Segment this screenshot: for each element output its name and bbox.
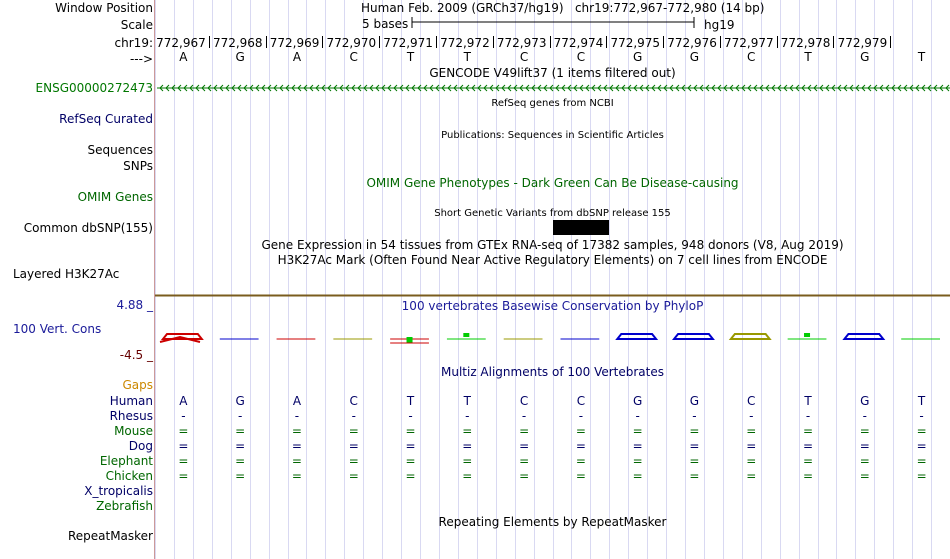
- alignment-base: T: [804, 394, 812, 408]
- coordinate-tick-label: 772,968: [212, 36, 263, 50]
- alignment-base: -: [521, 409, 527, 423]
- dbsnp-variant[interactable]: [553, 220, 609, 235]
- alignment-base: =: [291, 424, 302, 438]
- alignment-base: =: [746, 469, 757, 483]
- refseq-track-title[interactable]: RefSeq genes from NCBI: [491, 98, 614, 109]
- alignment-base: =: [803, 454, 814, 468]
- alignment-base: =: [178, 439, 189, 453]
- alignment-base: =: [689, 469, 700, 483]
- layered-h3k27ac-label[interactable]: Layered H3K27Ac: [13, 267, 120, 281]
- dbsnp-track-title[interactable]: Short Genetic Variants from dbSNP release 155: [434, 208, 671, 219]
- alignment-base: -: [408, 409, 413, 423]
- alignment-base: =: [689, 424, 700, 438]
- alignment-base: =: [575, 454, 586, 468]
- coordinate-tick-label: 772,978: [780, 36, 831, 50]
- species-label[interactable]: Elephant: [99, 454, 153, 468]
- alignment-base: =: [575, 469, 586, 483]
- alignment-base: =: [405, 454, 416, 468]
- coordinate-tick-label: 772,967: [156, 36, 206, 50]
- scale-bar-text: 5 bases: [362, 17, 409, 31]
- species-label[interactable]: Dog: [128, 439, 153, 453]
- multiz-track-title[interactable]: Multiz Alignments of 100 Vertebrates: [440, 365, 665, 379]
- alignment-base: =: [632, 469, 643, 483]
- alignment-base: =: [462, 424, 473, 438]
- alignment-base: =: [235, 439, 246, 453]
- snps-label[interactable]: SNPs: [123, 159, 153, 173]
- alignment-base: =: [348, 439, 359, 453]
- alignment-base: G: [235, 394, 245, 408]
- repeatmasker-label[interactable]: RepeatMasker: [67, 529, 153, 543]
- reference-base: C: [747, 50, 756, 64]
- conservation-mark: [617, 334, 656, 339]
- coordinate-tick-label: 772,977: [724, 36, 774, 50]
- alignment-base: G: [860, 394, 870, 408]
- conservation-mark: [731, 334, 770, 339]
- alignment-base: =: [803, 424, 814, 438]
- phylop-min-value: -4.5 _: [119, 348, 153, 362]
- alignment-base: T: [463, 394, 471, 408]
- alignment-base: G: [689, 394, 700, 408]
- alignment-base: =: [916, 454, 927, 468]
- conservation-mark: [674, 334, 713, 339]
- phylop-max-value: 4.88 _: [116, 298, 153, 312]
- coordinate-tick-label: 772,970: [326, 36, 377, 50]
- coordinate-tick-label: 772,976: [667, 36, 717, 50]
- alignment-base: =: [348, 424, 359, 438]
- alignment-base: =: [859, 469, 870, 483]
- publications-track-title[interactable]: Publications: Sequences in Scientific Articles: [441, 130, 664, 141]
- conservation-mark: [463, 333, 469, 337]
- alignment-base: =: [575, 439, 586, 453]
- strand-label: --->: [129, 52, 153, 66]
- alignment-base: -: [862, 409, 867, 423]
- reference-base: G: [235, 50, 245, 64]
- alignment-base: C: [747, 394, 756, 408]
- alignment-base: =: [803, 469, 814, 483]
- coordinate-tick-label: 772,974: [553, 36, 604, 50]
- alignment-base: =: [405, 424, 416, 438]
- alignment-base: =: [916, 424, 927, 438]
- gtex-track-title[interactable]: Gene Expression in 54 tissues from GTEx RNA-seq of 17382 samples, 948 donors (V8, Aug 2019): [261, 238, 844, 252]
- gencode-item-label[interactable]: ENSG00000272473: [35, 81, 153, 95]
- coordinate-tick-label: 772,973: [496, 36, 547, 50]
- coordinate-tick-label: 772,972: [440, 36, 490, 50]
- species-label[interactable]: Human: [109, 394, 153, 408]
- alignment-base: =: [632, 454, 643, 468]
- coordinate-tick-label: 772,975: [610, 36, 661, 50]
- alignment-base: C: [576, 394, 586, 408]
- alignment-base: =: [235, 469, 246, 483]
- reference-base: T: [804, 50, 812, 64]
- reference-base: C: [519, 50, 529, 64]
- reference-base: A: [292, 50, 302, 64]
- species-label[interactable]: X_tropicalis: [84, 484, 153, 498]
- window-position-text: Human Feb. 2009 (GRCh37/hg19) chr19:772,967-772,980 (14 bp): [361, 1, 765, 15]
- alignment-base: =: [632, 439, 643, 453]
- alignment-base: -: [351, 409, 356, 423]
- alignment-base: =: [178, 469, 189, 483]
- chromosome-label: chr19:: [114, 36, 153, 50]
- alignment-base: G: [633, 394, 643, 408]
- scale-label: Scale: [120, 18, 153, 32]
- window-position-label: Window Position: [55, 1, 153, 15]
- alignment-base: =: [519, 469, 530, 483]
- coordinate-tick-label: 772,969: [269, 36, 320, 50]
- alignment-base: T: [406, 394, 415, 408]
- reference-base: T: [917, 50, 926, 64]
- alignment-base: -: [465, 409, 470, 423]
- alignment-base: =: [689, 454, 700, 468]
- alignment-base: =: [291, 469, 302, 483]
- alignment-base: =: [462, 469, 473, 483]
- scale-assembly: hg19: [704, 18, 735, 32]
- omim-genes-label[interactable]: OMIM Genes: [77, 190, 153, 204]
- alignment-base: T: [917, 394, 926, 408]
- reference-base: C: [576, 50, 586, 64]
- alignment-base: =: [462, 454, 473, 468]
- alignment-base: =: [859, 454, 870, 468]
- gencode-track-title[interactable]: GENCODE V49lift37 (1 items filtered out): [429, 66, 676, 80]
- alignment-base: =: [803, 439, 814, 453]
- species-label[interactable]: Rhesus: [109, 409, 153, 423]
- species-label[interactable]: Chicken: [105, 469, 153, 483]
- reference-base: A: [179, 50, 188, 64]
- alignment-base: =: [859, 439, 870, 453]
- species-label[interactable]: Mouse: [114, 424, 153, 438]
- alignment-base: =: [916, 469, 927, 483]
- alignment-base: =: [519, 424, 530, 438]
- conservation-mark: [844, 334, 883, 339]
- omim-track-title[interactable]: OMIM Gene Phenotypes - Dark Green Can Be Disease-causing: [366, 176, 739, 190]
- alignment-base: -: [294, 409, 300, 423]
- alignment-base: -: [181, 409, 186, 423]
- alignment-base: -: [749, 409, 754, 423]
- common-dbsnp-label[interactable]: Common dbSNP(155): [23, 221, 153, 235]
- alignment-base: =: [462, 439, 473, 453]
- alignment-base: =: [178, 424, 189, 438]
- alignment-base: -: [578, 409, 584, 423]
- alignment-base: =: [405, 469, 416, 483]
- alignment-base: =: [178, 454, 189, 468]
- alignment-base: =: [916, 439, 927, 453]
- coordinate-tick-label: 772,979: [837, 36, 888, 50]
- alignment-base: A: [179, 394, 188, 408]
- alignment-base: =: [575, 424, 586, 438]
- alignment-base: =: [348, 454, 359, 468]
- alignment-base: =: [689, 439, 700, 453]
- alignment-base: C: [519, 394, 529, 408]
- conservation-mark: [407, 337, 413, 343]
- repeatmasker-track-title[interactable]: Repeating Elements by RepeatMasker: [438, 515, 667, 529]
- alignment-base: -: [919, 409, 924, 423]
- conservation-mark: [804, 333, 810, 337]
- alignment-base: =: [859, 424, 870, 438]
- phylop-track-title[interactable]: 100 vertebrates Basewise Conservation by PhyloP: [401, 299, 704, 313]
- gaps-label: Gaps: [122, 378, 153, 392]
- alignment-base: =: [519, 439, 530, 453]
- alignment-base: =: [235, 454, 246, 468]
- alignment-base: -: [238, 409, 243, 423]
- cons-track-label[interactable]: 100 Vert. Cons: [13, 322, 102, 336]
- coordinate-tick-label: 772,971: [383, 36, 433, 50]
- reference-base: T: [463, 50, 471, 64]
- reference-base: G: [689, 50, 700, 64]
- species-label[interactable]: Zebrafish: [96, 499, 153, 513]
- alignment-base: =: [291, 454, 302, 468]
- alignment-base: =: [235, 424, 246, 438]
- reference-base: T: [406, 50, 415, 64]
- alignment-base: =: [632, 424, 643, 438]
- alignment-base: =: [348, 469, 359, 483]
- alignment-base: =: [746, 454, 757, 468]
- alignment-base: =: [519, 454, 530, 468]
- alignment-base: =: [746, 424, 757, 438]
- alignment-base: =: [291, 439, 302, 453]
- alignment-base: -: [635, 409, 640, 423]
- sequences-label[interactable]: Sequences: [87, 143, 153, 157]
- alignment-base: =: [405, 439, 416, 453]
- reference-base: G: [633, 50, 643, 64]
- h3k27ac-track-title[interactable]: H3K27Ac Mark (Often Found Near Active Regulatory Elements) on 7 cell lines from ENCODE: [277, 253, 828, 267]
- reference-base: G: [860, 50, 870, 64]
- alignment-base: A: [292, 394, 302, 408]
- alignment-base: =: [746, 439, 757, 453]
- alignment-base: -: [805, 409, 811, 423]
- refseq-curated-label[interactable]: RefSeq Curated: [59, 112, 153, 126]
- reference-base: C: [349, 50, 358, 64]
- alignment-base: -: [692, 409, 697, 423]
- alignment-base: C: [349, 394, 358, 408]
